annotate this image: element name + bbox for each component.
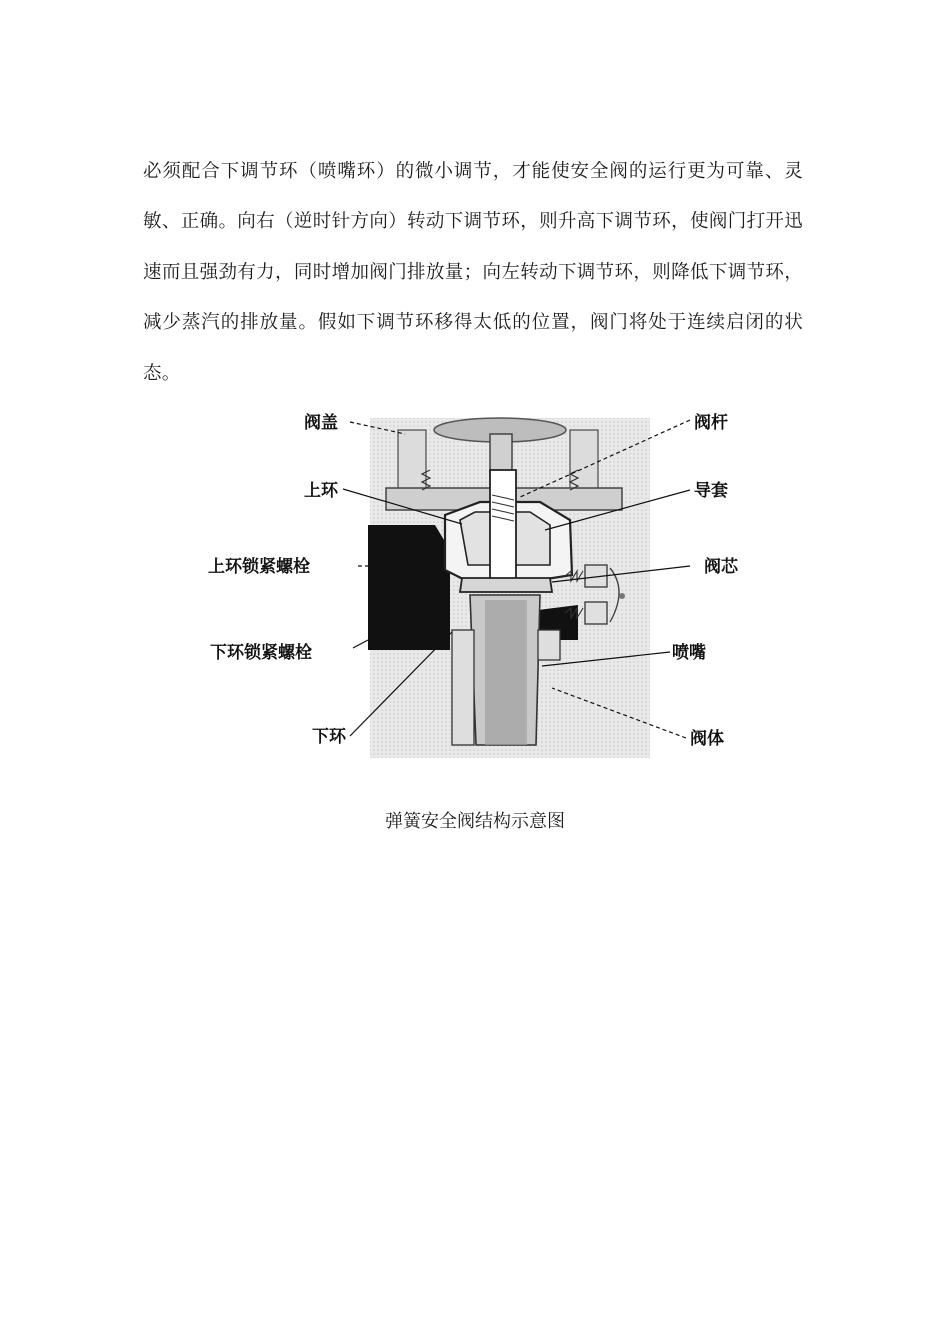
label-valve-body: 阀体 <box>690 729 724 749</box>
valve-diagram-svg <box>200 400 760 760</box>
label-lower-ring-lock-bolt: 下环锁紧螺栓 <box>210 643 312 663</box>
valve-body-drawing <box>368 418 650 758</box>
valve-diagram <box>200 400 760 760</box>
label-valve-cover: 阀盖 <box>304 413 338 433</box>
label-lower-ring: 下环 <box>312 727 346 747</box>
label-valve-disc: 阀芯 <box>704 557 738 577</box>
label-valve-stem: 阀杆 <box>694 413 728 433</box>
label-upper-ring: 上环 <box>304 481 338 501</box>
label-nozzle: 喷嘴 <box>672 643 706 663</box>
figure-caption: 弹簧安全阀结构示意图 <box>385 811 565 832</box>
label-upper-ring-lock-bolt: 上环锁紧螺栓 <box>208 557 310 577</box>
label-guide-sleeve: 导套 <box>694 481 728 501</box>
body-paragraph: 必须配合下调节环（喷嘴环）的微小调节，才能使安全阀的运行更为可靠、灵敏、正确。向右（逆时针方向）转动下调节环，则升高下调节环，使阀门打开迅速而且强劲有力，同时增加阀门排放量；向左转动下调节环，则降低下调节环，减少蒸汽的排放量。假如下调节环移得太低的位置，阀门将处于连续启闭的状态。 <box>143 160 803 384</box>
